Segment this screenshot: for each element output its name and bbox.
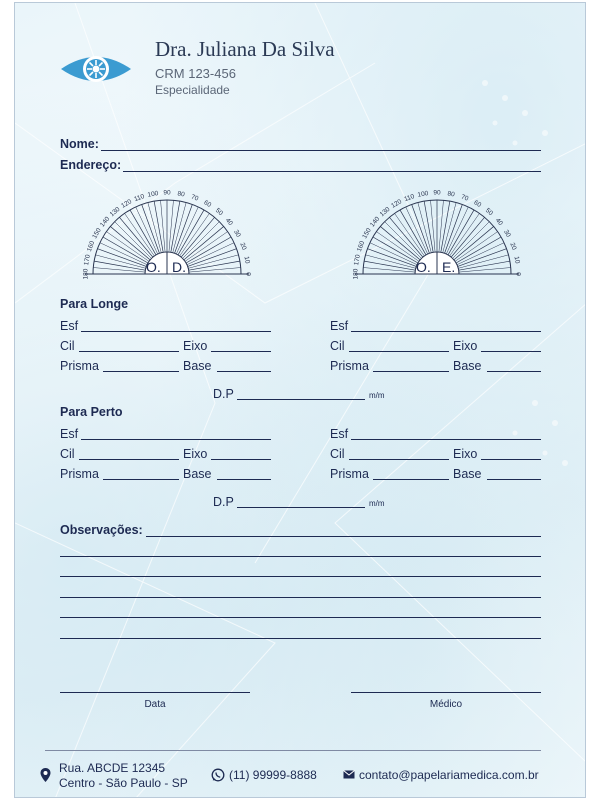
od-tick-line [189, 261, 240, 270]
od-tick-label: 170 [83, 254, 92, 266]
observations-line-6[interactable] [60, 638, 541, 639]
observations-line-4[interactable] [60, 597, 541, 598]
near-left-eixo-label: Eixo [183, 447, 208, 461]
od-tick-label: 0 [244, 272, 252, 276]
oe-tick-line [455, 232, 498, 262]
near-title: Para Perto [60, 405, 123, 419]
od-tick-label: 180 [82, 268, 90, 280]
eye-icon [59, 51, 133, 87]
observations-line-2[interactable] [60, 556, 541, 557]
specialty: Especialidade [155, 83, 230, 97]
email-address[interactable]: contato@papelariamedica.com.br [359, 768, 539, 782]
oe-tick-line [424, 201, 433, 252]
od-tick-label: 150 [91, 227, 103, 241]
oe-tick-line [453, 222, 490, 259]
far-dp-field[interactable] [237, 399, 365, 400]
od-tick-label: 80 [176, 190, 186, 199]
od-tick-line [183, 222, 220, 259]
observations-line-3[interactable] [60, 576, 541, 577]
doctor-signature-field[interactable] [351, 692, 541, 693]
oe-tick-line [389, 217, 422, 257]
near-left-cil-field[interactable] [79, 459, 179, 460]
far-right-cil-field[interactable] [349, 351, 449, 352]
observations-line-5[interactable] [60, 617, 541, 618]
od-tick-line [115, 222, 152, 259]
oe-tick-line [451, 217, 484, 257]
far-right-base-label: Base [453, 359, 482, 373]
far-right-base-field[interactable] [487, 371, 541, 372]
oe-first: O. [416, 259, 431, 275]
far-left-base-field[interactable] [217, 371, 271, 372]
near-right-prisma-label: Prisma [330, 467, 369, 481]
od-tick-line [106, 232, 149, 262]
address-line-1: Rua. ABCDE 12345 [59, 761, 166, 775]
oe-tick-line [406, 207, 428, 254]
oe-tick-label: 20 [508, 241, 518, 251]
far-left-prisma-field[interactable] [103, 371, 179, 372]
near-dp-field[interactable] [237, 507, 365, 508]
near-left-esf-label: Esf [60, 427, 79, 441]
oe-tick-label: 170 [353, 254, 362, 266]
oe-tick-label: 100 [417, 190, 429, 199]
observations-field-1[interactable] [146, 536, 541, 537]
near-left-esf-field[interactable] [81, 439, 271, 440]
location-pin-icon [40, 768, 51, 782]
od-second: D. [172, 259, 186, 275]
od-tick-line [161, 200, 166, 252]
oe-tick-line [457, 243, 504, 265]
oe-tick-label: 160 [355, 240, 367, 253]
date-label: Data [144, 699, 166, 710]
far-title: Para Longe [60, 297, 129, 311]
oe-tick-label: 120 [390, 198, 404, 210]
od-tick-label: 50 [213, 207, 224, 218]
od-tick-line [171, 201, 180, 252]
od-tick-label: 60 [202, 199, 213, 209]
od-tick-line [169, 200, 174, 252]
od-tick-line [181, 217, 214, 257]
oe-tick-label: 150 [361, 227, 373, 241]
near-right-eixo-field[interactable] [481, 459, 541, 460]
od-tick-label: 120 [120, 198, 134, 210]
near-dp-unit: m/m [369, 499, 385, 508]
oe-tick-label: 70 [460, 193, 470, 203]
near-right-eixo-label: Eixo [453, 447, 478, 461]
doctor-label: Médico [429, 699, 463, 710]
oe-tick-line [446, 207, 468, 254]
doctor-name: Dra. Juliana Da Silva [155, 37, 335, 61]
far-dp-unit: m/m [369, 391, 385, 400]
oe-tick-line [363, 268, 415, 273]
far-left-eixo-field[interactable] [211, 351, 271, 352]
protractor-oe [347, 181, 527, 285]
name-field[interactable] [101, 150, 541, 151]
near-left-base-field[interactable] [217, 479, 271, 480]
phone-number[interactable]: (11) 99999-8888 [229, 768, 317, 782]
oe-tick-line [364, 261, 415, 270]
near-dp-label: D.P [213, 495, 234, 509]
od-tick-line [154, 201, 163, 252]
oe-tick-line [395, 213, 425, 256]
far-left-prisma-label: Prisma [60, 359, 99, 373]
near-left-prisma-field[interactable] [103, 479, 179, 480]
od-tick-label: 70 [190, 193, 200, 203]
od-tick-label: 20 [238, 241, 248, 251]
od-first: O. [146, 259, 161, 275]
far-left-cil-label: Cil [60, 339, 75, 353]
name-label: Nome: [60, 137, 99, 151]
oe-tick-line [459, 268, 511, 273]
oe-tick-line [370, 243, 417, 265]
near-right-esf-label: Esf [330, 427, 349, 441]
whatsapp-icon [211, 768, 225, 782]
address-line-2: Centro - São Paulo - SP [59, 776, 188, 790]
od-tick-label: 90 [163, 189, 171, 197]
envelope-icon [343, 770, 355, 779]
od-tick-line [119, 217, 152, 257]
protractor-od [77, 181, 257, 285]
near-right-base-field[interactable] [487, 479, 541, 480]
far-left-esf-field[interactable] [81, 331, 271, 332]
od-tick-line [110, 226, 150, 259]
far-right-eixo-label: Eixo [453, 339, 478, 353]
far-left-eixo-label: Eixo [183, 339, 208, 353]
far-left-base-label: Base [183, 359, 212, 373]
oe-tick-label: 140 [368, 215, 382, 229]
far-dp-label: D.P [213, 387, 234, 401]
od-tick-label: 160 [85, 240, 97, 253]
od-tick-line [180, 213, 210, 256]
near-right-esf-field[interactable] [351, 439, 541, 440]
od-tick-line [125, 213, 155, 256]
crm-number: CRM 123-456 [155, 66, 236, 81]
od-tick-line [187, 243, 234, 265]
oe-tick-label: 50 [483, 207, 494, 218]
address-field[interactable] [123, 171, 541, 172]
oe-tick-label: 30 [502, 228, 512, 239]
od-tick-line [93, 268, 145, 273]
far-right-esf-field[interactable] [351, 331, 541, 332]
od-tick-line [100, 243, 147, 265]
near-right-cil-field[interactable] [349, 459, 449, 460]
near-right-cil-label: Cil [330, 447, 345, 461]
oe-tick-label: 110 [403, 193, 416, 204]
near-right-base-label: Base [453, 467, 482, 481]
near-left-cil-label: Cil [60, 447, 75, 461]
oe-tick-label: 10 [512, 255, 521, 265]
od-tick-label: 100 [147, 190, 159, 199]
date-field[interactable] [60, 692, 250, 693]
far-right-esf-label: Esf [330, 319, 349, 333]
far-left-esf-label: Esf [60, 319, 79, 333]
oe-second: E. [442, 259, 456, 275]
od-tick-label: 10 [242, 255, 251, 265]
oe-tick-label: 40 [493, 217, 504, 228]
od-tick-line [184, 226, 224, 259]
near-left-eixo-field[interactable] [211, 459, 271, 460]
oe-tick-line [454, 226, 494, 259]
od-tick-label: 40 [223, 217, 234, 228]
far-right-prisma-field[interactable] [373, 371, 449, 372]
od-tick-line [136, 207, 158, 254]
od-tick-label: 30 [232, 228, 242, 239]
od-tick-line [189, 268, 241, 273]
oe-tick-label: 60 [472, 199, 483, 209]
oe-tick-line [439, 200, 444, 252]
oe-tick-line [459, 261, 510, 270]
near-right-prisma-field[interactable] [373, 479, 449, 480]
oe-tick-line [380, 226, 420, 259]
near-left-prisma-label: Prisma [60, 467, 99, 481]
observations-label: Observações: [60, 523, 143, 537]
oe-tick-line [441, 201, 450, 252]
far-right-cil-label: Cil [330, 339, 345, 353]
od-tick-label: 110 [133, 193, 146, 204]
od-tick-line [185, 232, 228, 262]
oe-tick-label: 180 [352, 268, 360, 280]
od-tick-line [94, 261, 145, 270]
prescription-sheet [14, 2, 586, 798]
background-pattern [15, 3, 586, 798]
far-right-eixo-field[interactable] [481, 351, 541, 352]
od-tick-label: 130 [108, 205, 122, 219]
od-tick-line [176, 207, 198, 254]
oe-tick-label: 80 [446, 190, 456, 199]
oe-tick-label: 0 [514, 272, 522, 276]
footer-divider [45, 750, 541, 751]
oe-tick-line [385, 222, 422, 259]
near-left-base-label: Base [183, 467, 212, 481]
oe-tick-label: 130 [378, 205, 392, 219]
far-right-prisma-label: Prisma [330, 359, 369, 373]
far-left-cil-field[interactable] [79, 351, 179, 352]
oe-tick-line [431, 200, 436, 252]
oe-tick-label: 90 [433, 189, 441, 197]
od-tick-label: 140 [98, 215, 112, 229]
address-label: Endereço: [60, 158, 122, 172]
oe-tick-line [450, 213, 480, 256]
oe-tick-line [376, 232, 419, 262]
